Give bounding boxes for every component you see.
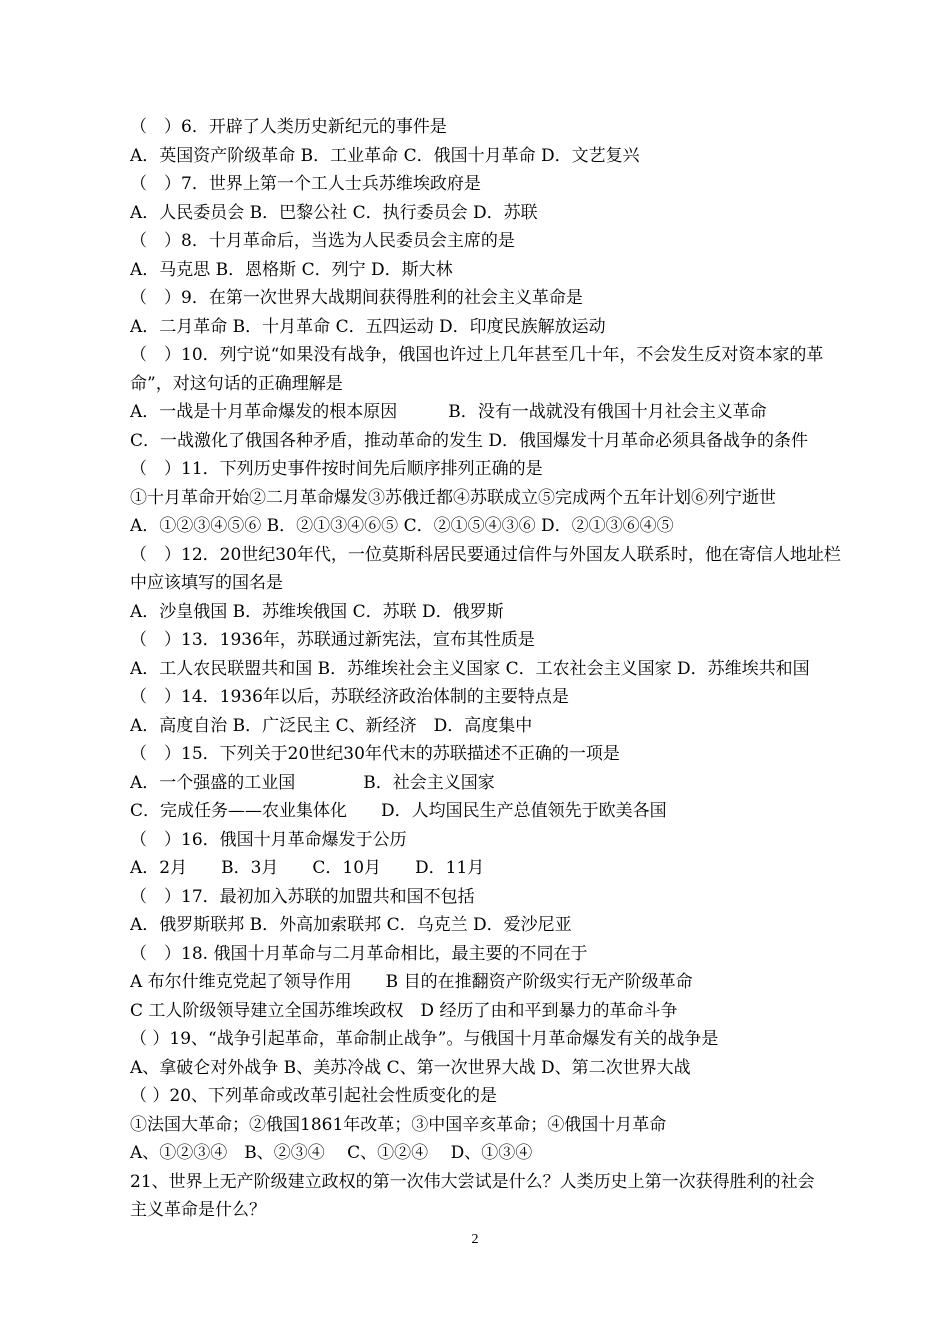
q11-events: ①十月革命开始②二月革命爆发③苏俄迁都④苏联成立⑤完成两个五年计划⑥列宁逝世 [130, 487, 776, 508]
q9-stem: （ ）9．在第一次世界大战期间获得胜利的社会主义革命是 [130, 288, 583, 308]
question-list [130, 113, 905, 1225]
q6-stem: （ ）6．开辟了人类历史新纪元的事件是 [130, 117, 447, 137]
q10-stem-cont: 命”，对这句话的正确理解是 [130, 373, 343, 394]
q8-options: A．马克思 B．恩格斯 C．列宁 D．斯大林 [130, 259, 453, 280]
q10-stem: （ ）10．列宁说“如果没有战争，俄国也许过上几年甚至几十年，不会发生反对资本家的革 [130, 345, 824, 365]
q19-options: A、拿破仑对外战争 B、美苏冷战 C、第一次世界大战 D、第二次世界大战 [130, 1057, 691, 1078]
q6-options: A．英国资产阶级革命 B．工业革命 C．俄国十月革命 D．文艺复兴 [130, 145, 640, 166]
q10-options-cd: C．一战激化了俄国各种矛盾，推动革命的发生 D．俄国爆发十月革命必须具备战争的条件 [130, 430, 809, 451]
q11-stem: （ ）11．下列历史事件按时间先后顺序排列正确的是 [130, 459, 543, 479]
q15-options-cd: C．完成任务——农业集体化 D．人均国民生产总值领先于欧美各国 [130, 801, 667, 821]
q13-stem: （ ）13．1936年，苏联通过新宪法，宣布其性质是 [130, 630, 535, 650]
q18-stem: （ ）18. 俄国十月革命与二月革命相比，最主要的不同在于 [130, 943, 588, 964]
q19-stem: （ ）19、“战争引起革命，革命制止战争”。与俄国十月革命爆发有关的战争是 [130, 1029, 719, 1049]
q12-stem-cont: 中应该填写的国名是 [130, 573, 283, 593]
q8-stem: （ ）8．十月革命后，当选为人民委员会主席的是 [130, 231, 515, 251]
q7-options: A．人民委员会 B．巴黎公社 C．执行委员会 D．苏联 [130, 202, 538, 223]
q17-options: A．俄罗斯联邦 B．外高加索联邦 C．乌克兰 D．爱沙尼亚 [130, 915, 572, 935]
q14-options: A．高度自治 B．广泛民主 C、新经济 D．高度集中 [130, 715, 533, 736]
q7-stem: （ ）7．世界上第一个工人士兵苏维埃政府是 [130, 174, 481, 194]
q20-events: ①法国大革命；②俄国1861年改革；③中国辛亥革命；④俄国十月革命 [130, 1114, 667, 1135]
q21-stem-cont: 主义革命是什么？ [130, 1200, 266, 1220]
q15-stem: （ ）15．下列关于20世纪30年代末的苏联描述不正确的一项是 [130, 744, 620, 764]
q11-options: A．①②③④⑤⑥ B．②①③④⑥⑤ C．②①⑤④③⑥ D．②①③⑥④⑤ [130, 516, 674, 536]
q12-options: A．沙皇俄国 B．苏维埃俄国 C．苏联 D．俄罗斯 [130, 601, 504, 622]
q20-stem: （ ）20、下列革命或改革引起社会性质变化的是 [130, 1086, 498, 1106]
q10-options-ab: A．一战是十月革命爆发的根本原因 B．没有一战就没有俄国十月社会主义革命 [130, 402, 767, 422]
page-number: 2 [471, 1232, 479, 1247]
q16-options: A．2月 B．3月 C．10月 D．11月 [130, 858, 485, 878]
q17-stem: （ ）17．最初加入苏联的加盟共和国不包括 [130, 886, 475, 907]
q14-stem: （ ）14．1936年以后，苏联经济政治体制的主要特点是 [130, 687, 569, 707]
q13-options: A．工人农民联盟共和国 B．苏维埃社会主义国家 C．工农社会主义国家 D．苏维埃共和国 [130, 658, 810, 679]
q16-stem: （ ）16．俄国十月革命爆发于公历 [130, 829, 407, 850]
q20-options: A、①②③④ B、②③④ C、①②④ D、①③④ [130, 1143, 533, 1163]
q18-options-cd: C 工人阶级领导建立全国苏维埃政权 D 经历了由和平到暴力的革命斗争 [130, 1000, 678, 1021]
q21-stem: 21、世界上无产阶级建立政权的第一次伟大尝试是什么？人类历史上第一次获得胜利的社会 [130, 1171, 815, 1192]
q12-stem: （ ）12．20世纪30年代，一位莫斯科居民要通过信件与外国友人联系时，他在寄信人地址栏 [130, 544, 841, 565]
q9-options: A．二月革命 B．十月革命 C．五四运动 D．印度民族解放运动 [130, 316, 606, 337]
q15-options-ab: A．一个强盛的工业国 B．社会主义国家 [130, 772, 495, 793]
q18-options-ab: A 布尔什维克党起了领导作用 B 目的在推翻资产阶级实行无产阶级革命 [130, 972, 693, 992]
